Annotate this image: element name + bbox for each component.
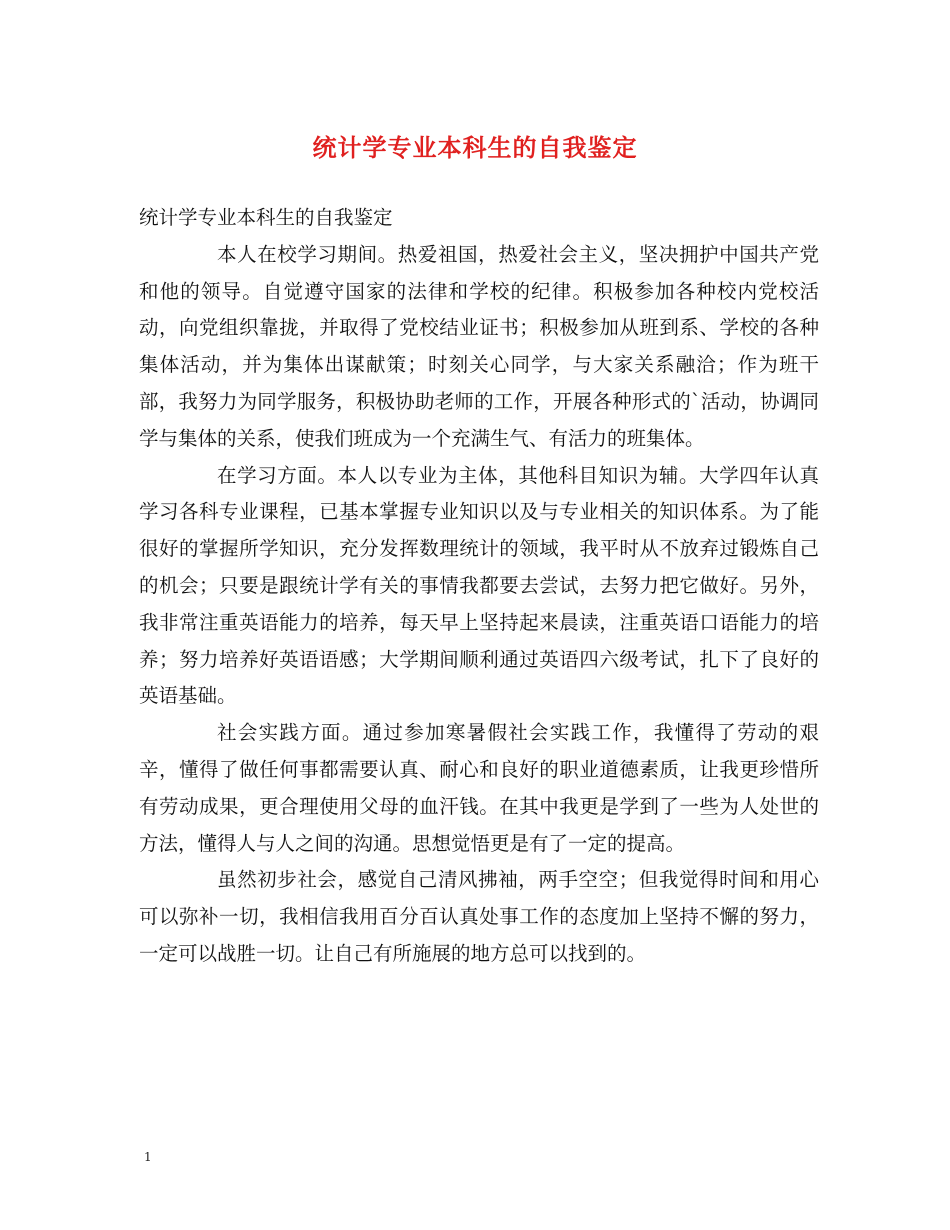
page-number: 1 [144,1150,152,1164]
paragraph-4: 虽然初步社会，感觉自己清风拂袖，两手空空；但我觉得时间和用心可以弥补一切，我相信我用百分百认真处事工作的态度加上坚持不懈的努力，一定可以战胜一切。让自己有所施展的地方总可以找到的。 [139,868,819,965]
paragraph-3: 社会实践方面。通过参加寒暑假社会实践工作，我懂得了劳动的艰辛，懂得了做任何事都需要认真、耐心和良好的职业道德素质，让我更珍惜所有劳动成果，更合理使用父母的血汗钱。在其中我更是学到了一些为人处世的方法，懂得人与人之间的沟通。思想觉悟更是有了一定的提高。 [139,721,819,855]
page-title: 统计学专业本科生的自我鉴定 [312,133,638,162]
paragraph-2: 在学习方面。本人以专业为主体，其他科目知识为辅。大学四年认真学习各科专业课程，已基本掌握专业知识以及与专业相关的知识体系。为了能很好的掌握所学知识，充分发挥数理统计的领域，我平时从不放弃过锻炼自己的机会；只要是跟统计学有关的事情我都要去尝试，去努力把它做好。另外，我非常注重英语能力的培养，每天早上坚持起来晨读，注重英语口语能力的培养；努力培养好英语语感；大学期间顺利通过英语四六级考试，扎下了良好的英语基础。 [139,463,819,708]
paragraph-1: 本人在校学习期间。热爱祖国，热爱社会主义，坚决拥护中国共产党和他的领导。自觉遵守国家的法律和学校的纪律。积极参加各种校内党校活动，向党组织靠拢，并取得了党校结业证书；积极参加从班到系、学校的各种集体活动，并为集体出谋献策；时刻关心同学，与大家关系融洽；作为班干部，我努力为同学服务，积极协助老师的工作，开展各种形式的`活动，协调同学与集体的关系，使我们班成为一个充满生气、有活力的班集体。 [139,242,819,450]
document-subtitle: 统计学专业本科生的自我鉴定 [139,206,393,229]
document-body [139,200,819,973]
